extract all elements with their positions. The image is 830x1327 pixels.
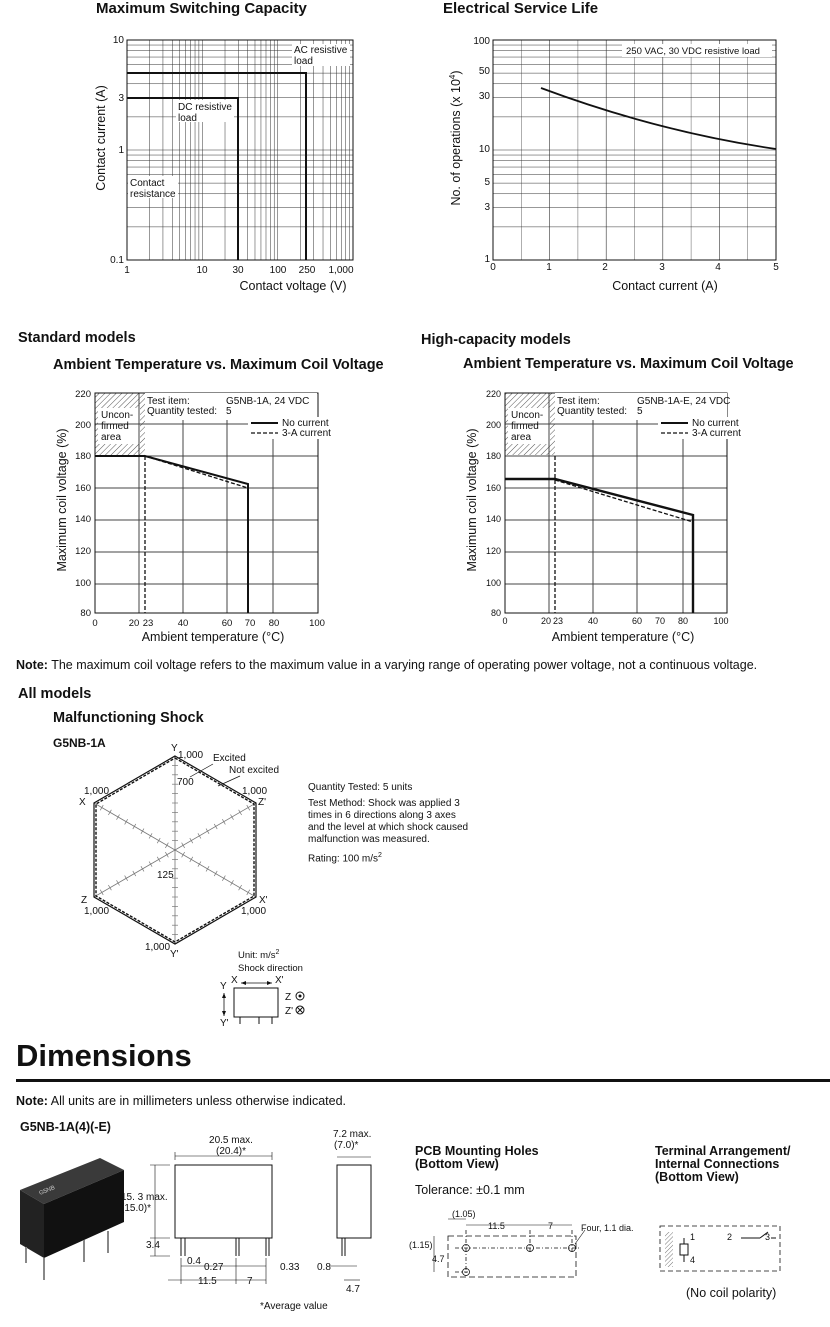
svg-text:Y: Y xyxy=(220,981,227,992)
std-ytick: 220 xyxy=(75,389,91,400)
std-ytick: 200 xyxy=(75,420,91,431)
high-ytick: 160 xyxy=(485,483,501,493)
std-ytick: 160 xyxy=(75,483,91,494)
high-ytick: 180 xyxy=(485,451,501,461)
svg-text:3: 3 xyxy=(765,1232,771,1242)
std-xlabel: Ambient temperature (°C) xyxy=(141,630,285,644)
shock-1000-y2: 1,000 xyxy=(145,942,171,953)
high-ytick: 140 xyxy=(485,514,501,524)
high-legend-no: No current xyxy=(692,418,739,429)
std-legend-no: No current xyxy=(282,418,329,429)
life-xtick: 0 xyxy=(490,262,496,273)
std-test-item-label: Test item: xyxy=(147,396,190,407)
shock-rating: Rating: 100 $m/s^2$ xyxy=(308,852,382,865)
high-unconf-3: area xyxy=(511,432,532,443)
life-xtick: 3 xyxy=(659,262,665,273)
shock-title: Malfunctioning Shock xyxy=(53,710,204,726)
svg-text:X': X' xyxy=(275,975,284,986)
dc-label-1: DC resistive xyxy=(178,102,232,113)
life-ytick: 1 xyxy=(484,254,490,265)
high-qty-label: Quantity tested: xyxy=(557,406,628,417)
shock-1000-z: 1,000 xyxy=(84,906,110,917)
sw-ytick: 0.1 xyxy=(110,255,124,266)
svg-text:4.7: 4.7 xyxy=(432,1254,445,1264)
svg-text:*Average value: *Average value xyxy=(260,1301,328,1312)
svg-text:2: 2 xyxy=(727,1232,733,1242)
cr-label-1: Contact xyxy=(130,178,165,189)
high-xtick: 60 xyxy=(631,616,643,626)
dc-label-2: load xyxy=(178,113,197,124)
life-xlabel: Contact current (A) xyxy=(612,279,718,293)
std-xtick: 60 xyxy=(221,618,233,629)
note-text: The maximum coil voltage refers to the maximum value in a varying range of operating power voltage, not a continuous voltage. xyxy=(47,658,758,672)
std-xtick: 20 xyxy=(128,618,140,629)
high-unconf-2: firmed xyxy=(511,421,539,432)
svg-text:7.2 max.: 7.2 max. xyxy=(333,1129,372,1140)
std-unconf-3: area xyxy=(101,432,122,443)
svg-text:0.33: 0.33 xyxy=(280,1262,300,1273)
sw-ytick: 10 xyxy=(112,35,124,46)
svg-text:15. 3 max.: 15. 3 max. xyxy=(121,1192,168,1203)
svg-text:1: 1 xyxy=(690,1232,696,1242)
svg-text:0.4: 0.4 xyxy=(187,1256,201,1267)
sw-xtick: 10 xyxy=(196,265,208,276)
std-unconf-1: Uncon- xyxy=(101,410,134,421)
life-title: Electrical Service Life xyxy=(443,0,599,17)
shock-1000-x2: 1,000 xyxy=(241,906,267,917)
high-ytick: 220 xyxy=(485,389,501,399)
sw-ylabel: Contact current (A) xyxy=(94,85,108,191)
std-ylabel: Maximum coil voltage (%) xyxy=(55,428,69,572)
std-xtick: 80 xyxy=(268,618,280,629)
shock-method: Test Method: Shock was applied 3 times in 6 directions along 3 axes and the level at which shock caused malfunction was measured. xyxy=(308,798,469,845)
temp-high-title: Ambient Temperature vs. Maximum Coil Voltage xyxy=(463,356,794,372)
svg-text:0.8: 0.8 xyxy=(317,1262,331,1273)
high-unconf-1: Uncon- xyxy=(511,410,544,421)
sw-xlabel: Contact voltage (V) xyxy=(239,279,347,293)
high-xtick: 23 xyxy=(552,616,564,626)
svg-text:(7.0)*: (7.0)* xyxy=(334,1140,359,1151)
std-ytick: 100 xyxy=(75,578,91,589)
svg-text:3.4: 3.4 xyxy=(146,1240,160,1251)
high-xtick: 70 xyxy=(654,616,666,626)
sw-xtick: 1,000 xyxy=(328,265,354,276)
high-ytick: 100 xyxy=(485,578,501,588)
high-ytick: 200 xyxy=(485,420,501,430)
terminal-title: Terminal Arrangement/ Internal Connections (Bottom View) xyxy=(655,1144,791,1184)
shock-1000-x: 1,000 xyxy=(84,786,110,797)
shock-700: 700 xyxy=(177,777,194,788)
high-test-item-label: Test item: xyxy=(557,396,600,407)
std-xtick: 40 xyxy=(177,618,189,629)
life-ytick: 30 xyxy=(478,91,490,102)
dimensions-model: G5NB-1A(4)(-E) xyxy=(20,1120,111,1134)
life-xtick: 2 xyxy=(602,262,608,273)
std-ytick: 120 xyxy=(75,546,91,557)
sw-xtick: 30 xyxy=(232,265,244,276)
shock-label-z2: Z' xyxy=(258,797,267,808)
high-xtick: 80 xyxy=(677,616,689,626)
sw-ytick: 1 xyxy=(118,145,124,156)
std-xtick: 70 xyxy=(244,618,256,629)
life-xtick: 4 xyxy=(715,262,721,273)
svg-text:G5NB: G5NB xyxy=(38,1185,56,1197)
svg-text:(1.05): (1.05) xyxy=(452,1209,476,1219)
svg-text:11.5: 11.5 xyxy=(488,1221,505,1231)
std-ytick: 80 xyxy=(80,608,91,619)
sw-xtick: 1 xyxy=(124,265,130,276)
svg-text:X: X xyxy=(231,975,238,986)
high-ytick: 120 xyxy=(485,546,501,556)
std-ytick: 180 xyxy=(75,451,91,462)
life-ytick: 50 xyxy=(478,66,490,77)
shock-excited-label: Excited xyxy=(213,753,246,764)
life-ytick: 5 xyxy=(484,177,490,188)
life-ytick: 10 xyxy=(478,144,490,155)
pcb-title: PCB Mounting Holes (Bottom View) xyxy=(415,1144,539,1171)
cr-label-2: resistance xyxy=(130,189,176,200)
shock-label-y: Y xyxy=(171,743,178,754)
svg-text:(15.0)*: (15.0)* xyxy=(121,1203,152,1214)
shock-label-z: Z xyxy=(81,895,88,906)
std-test-item: G5NB-1A, 24 VDC xyxy=(226,396,310,407)
high-ytick: 80 xyxy=(490,608,501,618)
svg-text:Z': Z' xyxy=(285,1006,294,1017)
high-xtick: 20 xyxy=(540,616,552,626)
svg-text:4.7: 4.7 xyxy=(346,1284,360,1295)
shock-label-x: X xyxy=(79,797,86,808)
life-ylabel: No. of operations (x $10^4$) xyxy=(448,70,463,206)
life-xtick: 1 xyxy=(546,262,552,273)
svg-text:7: 7 xyxy=(548,1221,554,1231)
sw-ytick: 3 xyxy=(118,93,124,104)
svg-text:4: 4 xyxy=(690,1255,696,1265)
high-xtick: 40 xyxy=(587,616,599,626)
svg-text:Y': Y' xyxy=(220,1018,229,1029)
std-ytick: 140 xyxy=(75,514,91,525)
high-legend-3a: 3-A current xyxy=(692,428,741,439)
section-all-models: All models xyxy=(18,686,92,702)
svg-text:Z: Z xyxy=(285,992,292,1003)
svg-text:Four, 1.1 dia.: Four, 1.1 dia. xyxy=(581,1223,634,1233)
std-xtick: 23 xyxy=(142,618,154,629)
svg-text:Unit: m/s2: Unit: $m/s^2$ xyxy=(238,949,280,961)
shock-label-x2: X' xyxy=(259,895,268,906)
sw-xtick: 100 xyxy=(269,265,287,276)
section-high: High-capacity models xyxy=(421,332,571,348)
section-standard: Standard models xyxy=(18,330,136,346)
high-test-item: G5NB-1A-E, 24 VDC xyxy=(637,396,731,407)
svg-text:20.5 max.: 20.5 max. xyxy=(209,1135,253,1146)
no-coil-polarity: (No coil polarity) xyxy=(686,1286,777,1300)
high-xtick: 0 xyxy=(502,616,508,626)
shock-not-excited-label: Not excited xyxy=(229,765,280,776)
std-xtick: 100 xyxy=(309,618,325,629)
dimensions-note: Note: All units are in millimeters unless otherwise indicated. xyxy=(16,1094,346,1108)
shock-1000-y: 1,000 xyxy=(178,750,204,761)
svg-text:7: 7 xyxy=(247,1276,253,1287)
std-unconf-2: firmed xyxy=(101,421,129,432)
note-label: Note: xyxy=(16,658,48,672)
high-xlabel: Ambient temperature (°C) xyxy=(551,630,695,644)
life-ytick: 100 xyxy=(473,36,490,47)
ac-label-2: load xyxy=(294,56,313,67)
shock-1000-z2: 1,000 xyxy=(242,786,268,797)
pcb-tolerance: Tolerance: ±0.1 mm xyxy=(415,1183,525,1197)
life-legend: 250 VAC, 30 VDC resistive load xyxy=(626,46,760,57)
std-qty: 5 xyxy=(226,406,232,417)
life-xtick: 5 xyxy=(773,262,779,273)
high-xtick: 100 xyxy=(713,616,729,626)
std-legend-3a: 3-A current xyxy=(282,428,331,439)
svg-text:Shock direction: Shock direction xyxy=(238,963,303,974)
svg-text:11.5: 11.5 xyxy=(198,1276,217,1287)
switching-title: Maximum Switching Capacity xyxy=(96,0,307,17)
dimensions-title: Dimensions xyxy=(16,1038,192,1073)
shock-model: G5NB-1A xyxy=(53,736,106,750)
temp-std-title: Ambient Temperature vs. Maximum Coil Voltage xyxy=(53,357,384,373)
svg-text:(20.4)*: (20.4)* xyxy=(215,1146,247,1157)
life-ytick: 3 xyxy=(484,202,490,213)
std-xtick: 0 xyxy=(92,618,98,629)
svg-text:0.27: 0.27 xyxy=(204,1262,224,1273)
shock-qty: Quantity Tested: 5 units xyxy=(308,782,413,793)
svg-text:(1.15): (1.15) xyxy=(409,1240,433,1250)
sw-xtick: 250 xyxy=(298,265,316,276)
std-qty-label: Quantity tested: xyxy=(147,406,218,417)
shock-125: 125 xyxy=(157,870,174,881)
high-qty: 5 xyxy=(637,406,643,417)
shock-label-y2: Y' xyxy=(170,949,179,960)
ac-label-1: AC resistive xyxy=(294,45,348,56)
high-ylabel: Maximum coil voltage (%) xyxy=(465,428,479,572)
